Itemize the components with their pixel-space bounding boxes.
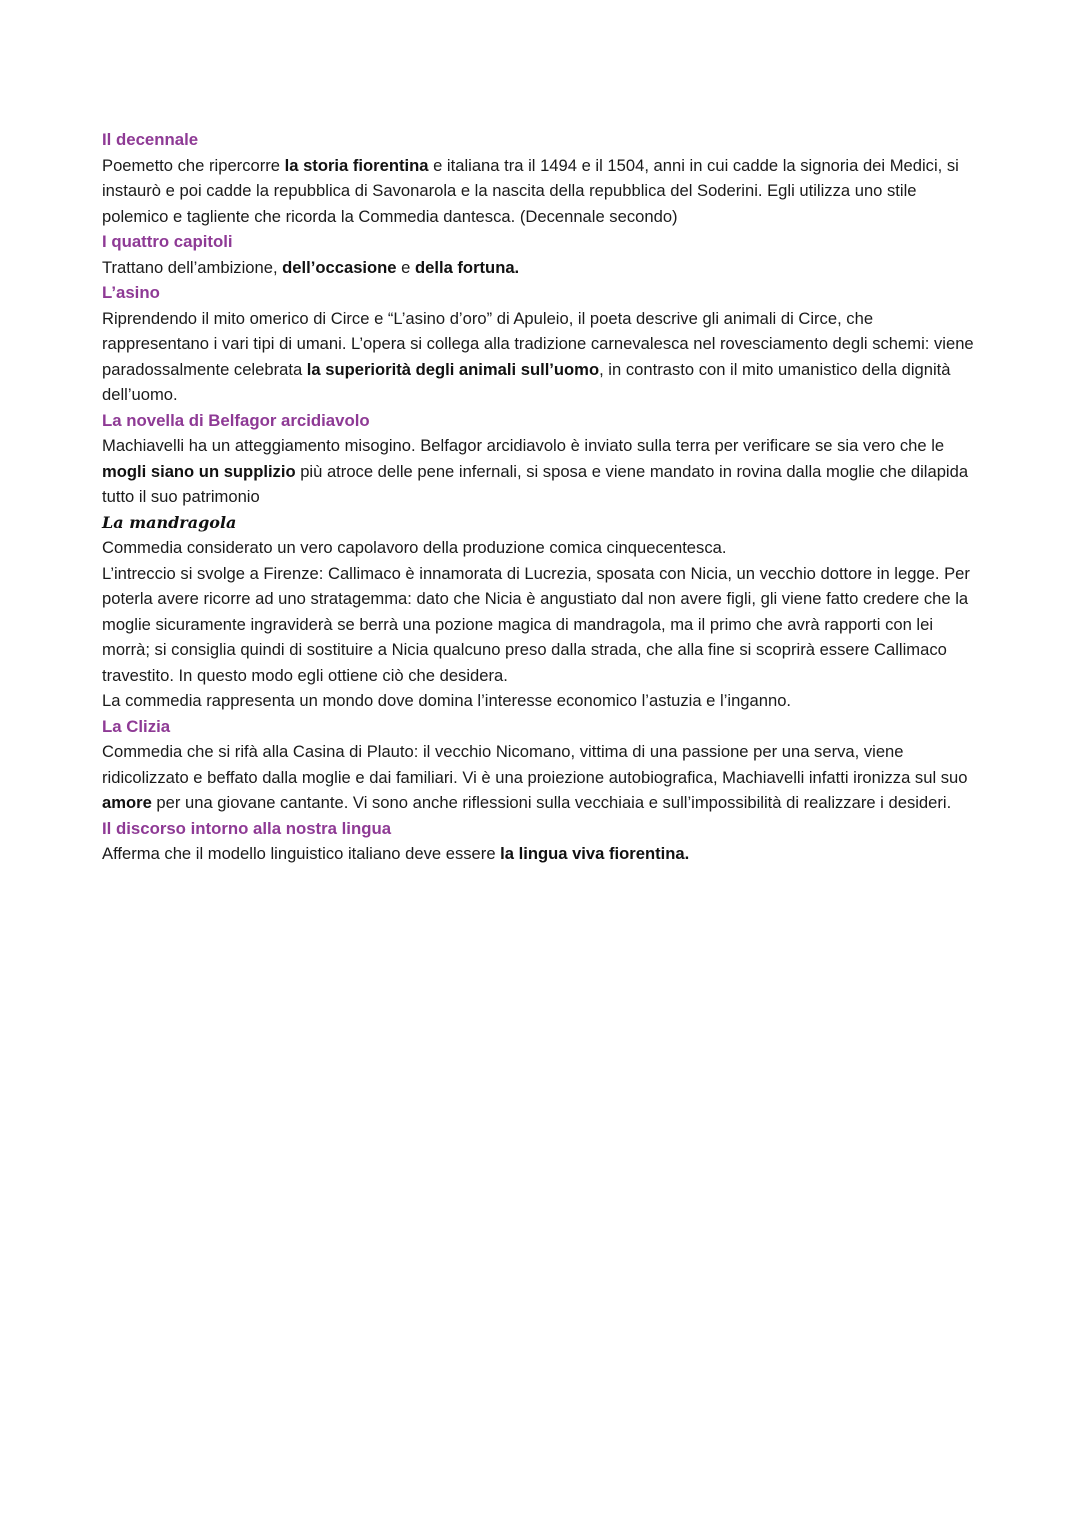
body-text: Afferma che il modello linguistico italiano deve essere — [102, 844, 501, 863]
body-text: e italiana tra il 1494 e il 1504, anni in cui cadde la signoria dei Medici, si instaurò e poi cadde la repubblica di Savonarola e la nascita della repubblica del Soderini. Egli utilizza uno stile polemico e tagliente che ricorda la Commedia dantesca. (Decennale secondo) — [102, 155, 959, 226]
section-heading: La mandragola — [102, 512, 237, 532]
section-quattro-capitoli — [102, 229, 982, 280]
body-text: Machiavelli ha un atteggiamento misogino. Belfagor arcidiavolo è inviato sulla terra per verificare se sia vero che le — [102, 436, 945, 455]
body-text: per una giovane cantante. Vi sono anche riflessioni sulla vecchiaia e sull’impossibilità di realizzare i desideri. — [151, 793, 952, 812]
section-heading: I quattro capitoli — [102, 232, 233, 251]
section-body — [102, 841, 982, 867]
section-asino — [102, 280, 982, 408]
body-text: Commedia che si rifà alla Casina di Plauto: il vecchio Nicomano, vittima di una passione per una serva, viene ridicolizzato e beffato dalla moglie e dai familiari. Vi è una proiezione autobiografica, Machiavelli infatti ironizza sul suo — [102, 742, 968, 787]
section-heading: La Clizia — [102, 716, 171, 736]
section-mandragola — [102, 510, 982, 714]
section-body — [102, 255, 982, 281]
body-text: , in contrasto con il mito umanistico della dignità dell’uomo. — [102, 359, 951, 404]
body-text: Poemetto che ripercorre — [102, 155, 285, 175]
section-paragraph: Commedia considerato un vero capolavoro della produzione comica cinquecentesca. — [102, 538, 727, 557]
emphasis-text: dell’occasione — [282, 257, 397, 277]
section-body — [102, 739, 982, 816]
emphasis-text: della fortuna. — [414, 257, 520, 277]
section-paragraph: La commedia rappresenta un mondo dove domina l’interesse economico l’astuzia e l’inganno. — [102, 691, 792, 710]
section-heading: Il decennale — [102, 130, 199, 149]
section-body — [102, 153, 982, 230]
emphasis-text: la lingua viva fiorentina. — [500, 844, 690, 863]
document-page — [102, 127, 982, 867]
section-decennale — [102, 127, 982, 229]
section-heading: La novella di Belfagor arcidiavolo — [102, 410, 370, 430]
body-text: più atroce delle pene infernali, si sposa e viene mandato in rovina dalla moglie che dilapida tutto il suo patrimonio — [102, 461, 969, 506]
section-body — [102, 433, 982, 510]
emphasis-text: mogli siano un supplizio — [102, 461, 296, 481]
body-text: Riprendendo il mito omerico di Circe e “L’asino d’oro” di Apuleio, il poeta descrive gli animali di Circe, che rappresentano i vari tipi di umani. L’opera si collega alla tradizione carnevalesca nel rovesciamento degli schemi: viene paradossalmente celebrata — [102, 308, 974, 379]
section-body — [102, 306, 982, 408]
section-clizia — [102, 714, 982, 816]
section-belfagor — [102, 408, 982, 510]
emphasis-text: la superiorità degli animali sull’uomo — [306, 359, 600, 379]
section-heading: Il discorso intorno alla nostra lingua — [102, 818, 392, 838]
body-text: Trattano dell’ambizione, — [102, 257, 283, 277]
emphasis-text: amore — [102, 793, 152, 812]
section-heading: L’asino — [102, 283, 160, 302]
body-text: e — [396, 257, 415, 277]
section-paragraph: L’intreccio si svolge a Firenze: Callimaco è innamorata di Lucrezia, sposata con Nicia, un vecchio dottore in legge. Per poterla avere ricorre ad uno stratagemma: dato che Nicia è angustiato dal non avere figli, gli viene fatto credere che la moglie sicuramente ingraviderà se berrà una pozione magica di mandragola, ma il primo che avrà rapporti con lei morrà; si consiglia quindi di sostituire a Nicia qualcuno preso dalla strada, che alla fine si scoprirà essere Callimaco travestito. In questo modo egli ottiene ciò che desidera. — [102, 563, 970, 685]
section-discorso — [102, 816, 982, 867]
emphasis-text: la storia fiorentina — [284, 155, 429, 175]
